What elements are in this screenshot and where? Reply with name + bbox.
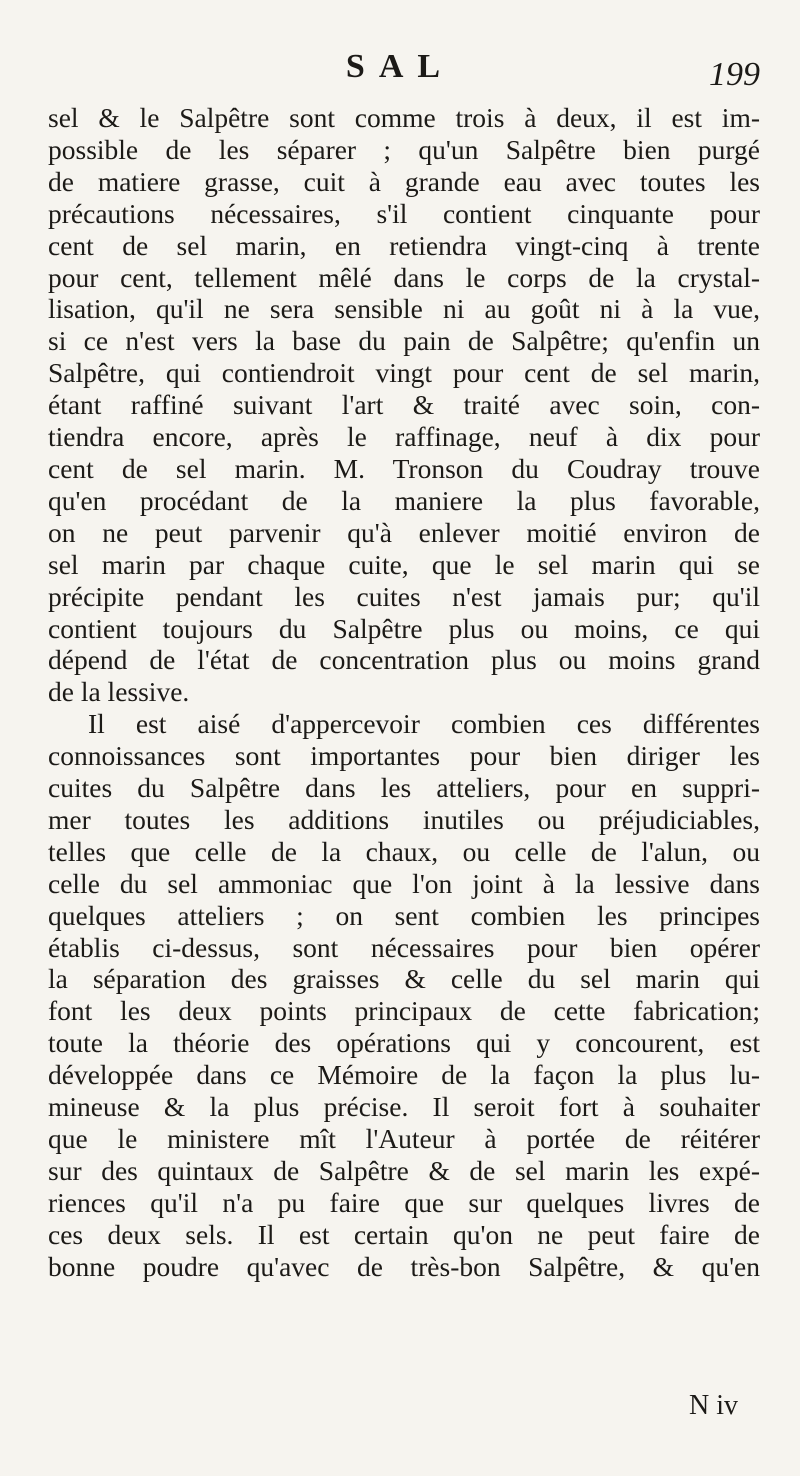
body-text <box>48 102 760 1283</box>
text-line: possible de les séparer ; qu'un Salpêtre bien purgé <box>48 133 760 165</box>
text-line: tiendra encore, après le raffinage, neuf à dix pour <box>48 421 760 453</box>
text-line: cent de sel marin, en retiendra vingt-cinq à trente <box>48 229 760 261</box>
text-line: que le ministere mît l'Auteur à portée de réitérer <box>48 1123 760 1154</box>
text-line: riences qu'il n'a pu faire que sur quelques livres de <box>48 1186 760 1218</box>
text-line: quelques atteliers ; on sent combien les principes <box>48 899 760 931</box>
text-line: si ce n'est vers la base du pain de Salpêtre; qu'enfin un <box>48 325 760 357</box>
text-line: connoissances sont importantes pour bien diriger les <box>48 740 760 772</box>
text-line: font les deux points principaux de cette fabrication; <box>48 995 760 1027</box>
text-line: cent de sel marin. M. Tronson du Coudray trouve <box>48 452 760 484</box>
text-line: sel marin par chaque cuite, que le sel marin qui se <box>48 548 760 580</box>
signature-mark: N iv <box>689 1390 738 1421</box>
text-line: étant raffiné suivant l'art & traité avec soin, con- <box>48 389 760 421</box>
page-number: 199 <box>709 56 760 93</box>
text-line: dépend de l'état de concentration plus ou moins grand <box>48 644 760 676</box>
text-line: celle du sel ammoniac que l'on joint à la lessive dans <box>48 867 760 899</box>
running-head: SAL <box>345 48 455 85</box>
text-line: ces deux sels. Il est certain qu'on ne peut faire de <box>48 1218 760 1250</box>
text-line: Salpêtre, qui contiendroit vingt pour cent de sel marin, <box>48 357 760 389</box>
text-line: bonne poudre qu'avec de très-bon Salpêtre, & qu'en <box>48 1250 760 1282</box>
text-line: on ne peut parvenir qu'à enlever moitié environ de <box>48 516 760 548</box>
text-line: sel & le Salpêtre sont comme trois à deux, il est im- <box>48 102 760 133</box>
text-line: sur des quintaux de Salpêtre & de sel marin les expé- <box>48 1154 760 1186</box>
text-line: toute la théorie des opérations qui y concourent, est <box>48 1027 760 1059</box>
text-line: mer toutes les additions inutiles ou préjudiciables, <box>48 803 760 835</box>
text-line: la séparation des graisses & celle du sel marin qui <box>48 963 760 995</box>
text-line: mineuse & la plus précise. Il seroit fort à souhaiter <box>48 1091 760 1123</box>
text-line: contient toujours du Salpêtre plus ou moins, ce qui <box>48 612 760 644</box>
text-line: lisation, qu'il ne sera sensible ni au goût ni à la vue, <box>48 293 760 325</box>
text-line: cuites du Salpêtre dans les atteliers, pour en suppri- <box>48 772 760 804</box>
text-line: telles que celle de la chaux, ou celle de l'alun, ou <box>48 835 760 867</box>
text-line: pour cent, tellement mêlé dans le corps de la crystal- <box>48 261 760 293</box>
text-line: précipite pendant les cuites n'est jamais pur; qu'il <box>48 580 760 612</box>
text-line: qu'en procédant de la maniere la plus favorable, <box>48 484 760 516</box>
text-line: Il est aisé d'appercevoir combien ces différentes <box>88 708 760 740</box>
text-line: développée dans ce Mémoire de la façon la plus lu- <box>48 1059 760 1091</box>
text-line: de matiere grasse, cuit à grande eau avec toutes les <box>48 165 760 197</box>
text-line: établis ci-dessus, sont nécessaires pour bien opérer <box>48 931 760 963</box>
text-line: précautions nécessaires, s'il contient cinquante pour <box>48 197 760 229</box>
text-line: de la lessive. <box>48 676 190 708</box>
